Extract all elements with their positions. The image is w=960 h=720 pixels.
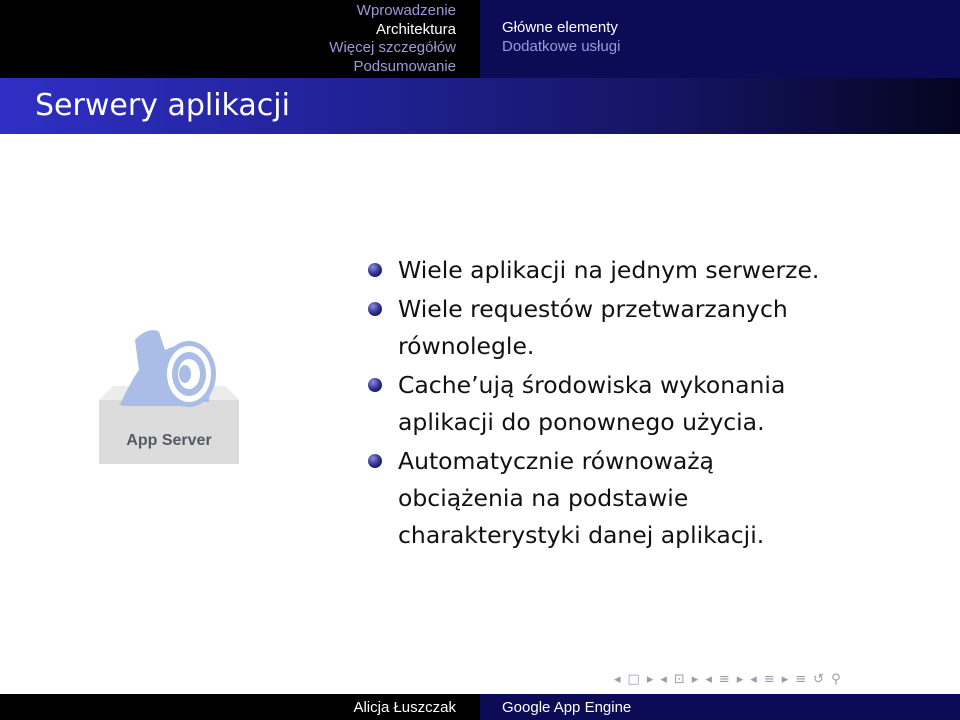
zoom-back-icon[interactable]: ↺	[813, 671, 825, 687]
footline-title-box	[480, 694, 960, 720]
next-subframe-arrow-icon[interactable]: ▸	[691, 671, 699, 687]
footer-title: Google App Engine	[502, 698, 632, 716]
bullet-item	[368, 291, 838, 365]
prev-section-arrow-icon[interactable]: ◂	[705, 671, 712, 687]
nav-section-podsumowanie[interactable]: Podsumowanie	[353, 57, 456, 75]
prev-subframe-arrow-icon[interactable]: ◂	[660, 671, 667, 687]
bullet-ball-icon	[368, 454, 382, 468]
prev-frame-arrow-icon[interactable]: ◂	[614, 671, 621, 687]
next-section-arrow-icon[interactable]: ▸	[736, 671, 744, 687]
subframe-icon[interactable]: ⊡	[673, 671, 685, 687]
subsection-navigation	[480, 0, 960, 78]
bullet-ball-icon	[368, 378, 382, 392]
next-subsection-arrow-icon[interactable]: ▸	[781, 671, 789, 687]
top-navigation	[0, 0, 960, 78]
bullet-text: Wiele requestów przetwarzanych równolegle.	[398, 295, 788, 360]
bullet-item	[368, 443, 838, 554]
app-server-label: App Server	[126, 432, 212, 449]
align-icon[interactable]: ≡	[795, 671, 807, 687]
nav-subsection-glowne-elementy[interactable]: Główne elementy	[502, 19, 618, 36]
footline-author-box	[0, 694, 480, 720]
beamer-navigation-symbols	[614, 668, 954, 690]
section-icon[interactable]: ≡	[718, 671, 730, 687]
prev-subsection-arrow-icon[interactable]: ◂	[750, 671, 757, 687]
nav-section-wiecej-szczegolow[interactable]: Więcej szczegółów	[329, 39, 456, 56]
bullet-text: Cache’ują środowiska wykonania aplikacji do ponownego użycia.	[398, 371, 786, 436]
subsection-icon[interactable]: ≡	[763, 671, 775, 687]
footer-author: Alicja Łuszczak	[353, 698, 456, 716]
search-icon[interactable]: ⚲	[831, 671, 841, 687]
footline	[0, 694, 960, 720]
app-server-illustration	[99, 320, 239, 464]
bullet-ball-icon	[368, 302, 382, 316]
bullet-text: Wiele aplikacji na jednym serwerze.	[398, 256, 820, 284]
bullet-list	[368, 252, 838, 556]
bullet-item	[368, 252, 838, 289]
nav-section-wprowadzenie[interactable]: Wprowadzenie	[356, 2, 456, 19]
bullet-text: Automatycznie równoważą obciążenia na podstawie charakterystyki danej aplikacji.	[398, 447, 765, 549]
nav-section-architektura[interactable]: Architektura	[375, 20, 456, 38]
frame-icon[interactable]: □	[627, 671, 640, 687]
bullet-ball-icon	[368, 263, 382, 277]
next-frame-arrow-icon[interactable]: ▸	[646, 671, 654, 687]
bullet-item	[368, 367, 838, 441]
section-navigation	[0, 0, 480, 78]
nav-subsection-dodatkowe-uslugi[interactable]: Dodatkowe usługi	[502, 37, 621, 55]
frame-title-bar	[0, 78, 960, 134]
frame-title: Serwery aplikacji	[35, 88, 290, 123]
